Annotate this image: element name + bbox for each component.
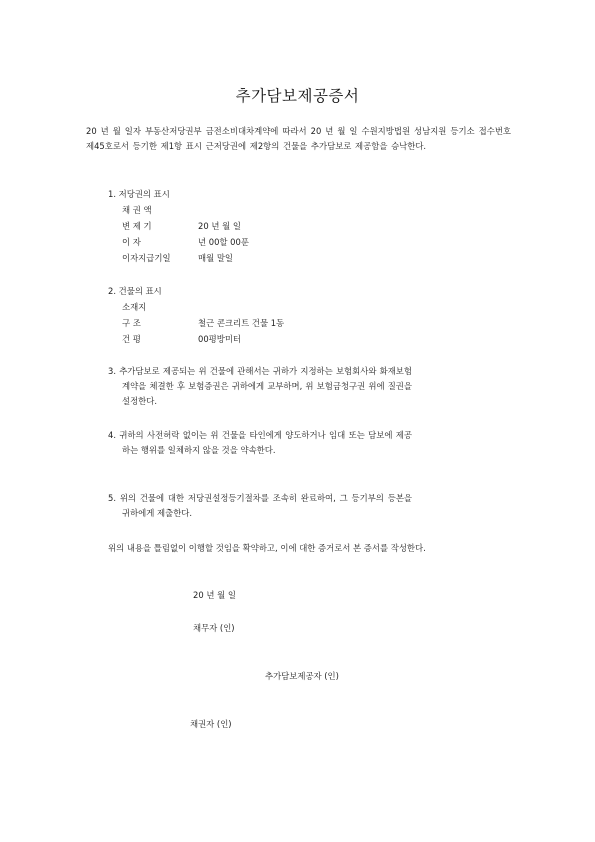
debtor-signature: 채무자 (인): [193, 623, 235, 633]
row-value: 00평방미터: [198, 334, 242, 344]
guarantor-signature: 추가담보제공자 (인): [265, 671, 339, 681]
mortgage-heading: 1. 저당권의 표시: [108, 189, 170, 199]
row-value: 매월 말일: [198, 253, 234, 263]
row-value: 20 년 월 일: [198, 221, 241, 231]
row-label: 채 권 액: [122, 205, 152, 215]
row-value: 철근 콘크리트 건물 1동: [198, 318, 285, 328]
row-label: 이자지급기일: [122, 253, 171, 263]
building-section: [108, 284, 428, 347]
building-row-area: [108, 331, 428, 347]
row-label: 건 평: [122, 334, 141, 344]
mortgage-row-payday: [108, 250, 428, 266]
document-title: 추가담보제공증서: [235, 87, 360, 105]
row-value: 년 00할 00푼: [198, 237, 249, 247]
closing-paragraph: 위의 내용을 틀림없이 이행할 것임을 확약하고, 이에 대한 증거로서 본 증서를 작성한다.: [108, 543, 426, 553]
row-label: 변 제 기: [122, 221, 152, 231]
registration-clause: 5. 위의 건물에 대한 저당권설정등기절차를 조속히 완료하여, 그 등기부의 등본을 귀하에게 제출한다.: [108, 493, 412, 518]
intro-paragraph: 20 년 월 일자 부동산저당권부 금전소비대차계약에 따라서 20 년 월 일 수원지방법원 성남지원 등기소 접수번호 제45호로서 등기한 제1항 표시 근저당권에 제2항의 건물을 추가담보로 제공함을 승낙한다.: [86, 126, 511, 151]
date-line: 20 년 월 일: [193, 590, 236, 600]
mortgage-row-interest: [108, 234, 428, 250]
transfer-clause: 4. 귀하의 사전허락 없이는 위 건물을 타인에게 양도하거나 임대 또는 담보에 제공하는 행위를 일체하지 않을 것을 약속한다.: [108, 430, 412, 455]
insurance-clause: 3. 추가담보로 제공되는 위 건물에 관해서는 귀하가 지정하는 보험회사와 화재보험계약을 체결한 후 보험증권은 귀하에게 교부하며, 위 보험금청구권 위에 질권을 설정한다.: [108, 366, 412, 406]
row-label: 구 조: [122, 318, 141, 328]
creditor-signature: 채권자 (인): [190, 719, 232, 729]
row-label: 소재지: [122, 302, 147, 312]
row-label: 이 자: [122, 237, 141, 247]
mortgage-row-amount: [108, 202, 428, 218]
building-row-location: [108, 299, 428, 315]
building-heading: 2. 건물의 표시: [108, 286, 162, 296]
mortgage-row-due: [108, 218, 428, 234]
mortgage-section: [108, 187, 428, 266]
building-row-structure: [108, 315, 428, 331]
